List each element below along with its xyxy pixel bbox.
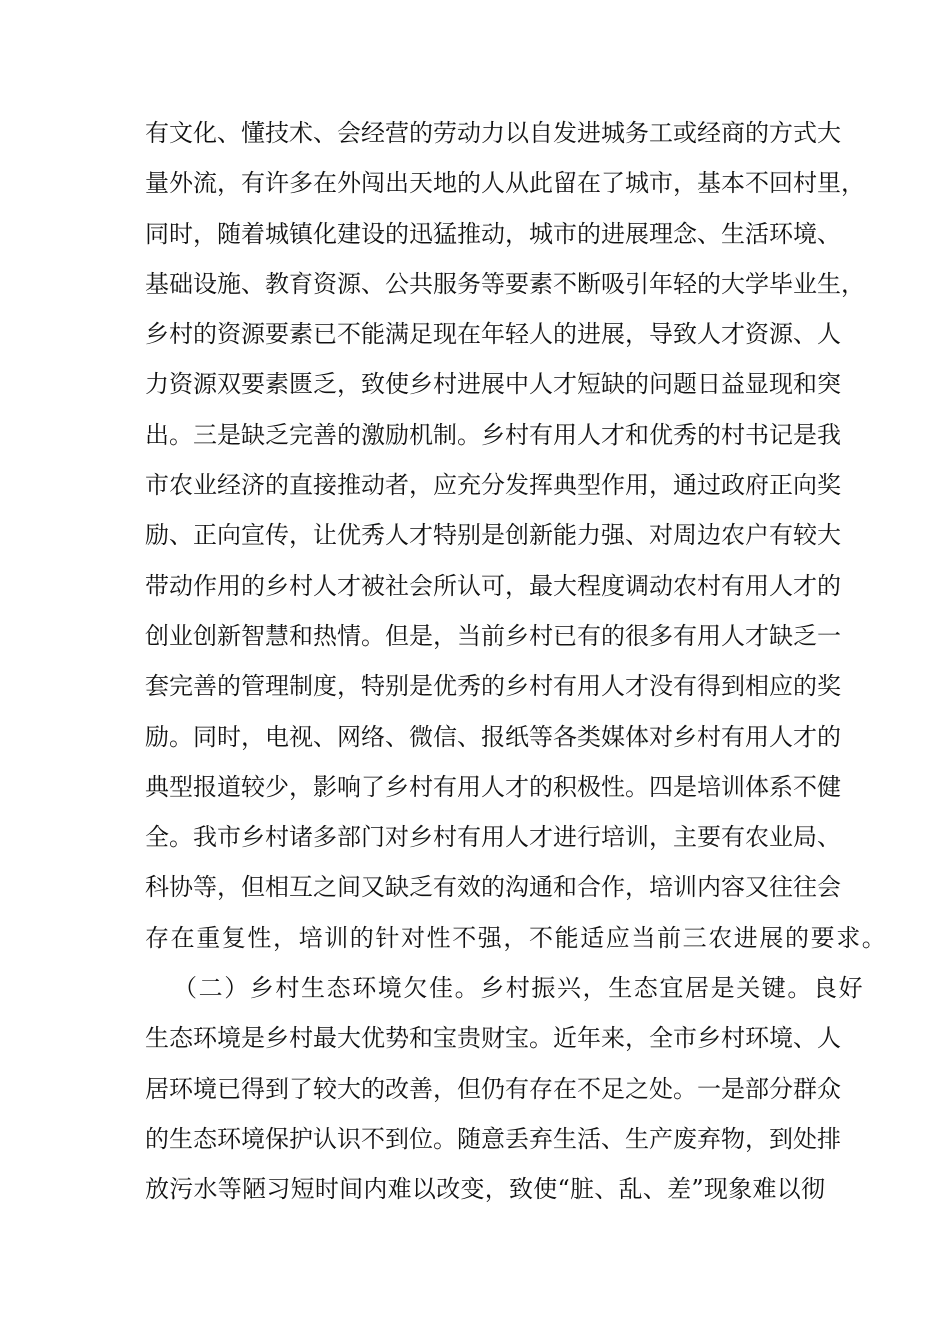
text-line: 励、正向宣传，让优秀人才特别是创新能力强、对周边农户有较大 (145, 521, 841, 550)
text-line: 乡村的资源要素已不能满足现在年轻人的进展，导致人才资源、人 (145, 320, 841, 349)
text-line: 同时，随着城镇化建设的迅猛推动，城市的进展理念、生活环境、 (145, 219, 841, 248)
text-line: 力资源双要素匮乏，致使乡村进展中人才短缺的问题日益显现和突 (145, 370, 841, 399)
text-line: 放污水等陋习短时间内难以改变，致使“脏、乱、差”现象难以彻 (145, 1175, 825, 1204)
text-line: 带动作用的乡村人才被社会所认可，最大程度调动农村有用人才的 (145, 571, 841, 600)
paragraph-end-line: 存在重复性，培训的针对性不强，不能适应当前三农进展的要求。 (145, 923, 888, 952)
text-line: 创业创新智慧和热情。但是，当前乡村已有的很多有用人才缺乏一 (145, 621, 841, 650)
body-text (145, 108, 888, 1215)
text-line: 科协等，但相互之间又缺乏有效的沟通和合作，培训内容又往往会 (145, 873, 841, 902)
text-line: 典型报道较少，影响了乡村有用人才的积极性。四是培训体系不健 (145, 772, 841, 801)
section-heading-line: （二）乡村生态环境欠佳。乡村振兴，生态宜居是关键。良好 (173, 974, 865, 1003)
text-line: 有文化、懂技术、会经营的劳动力以自发进城务工或经商的方式大 (145, 119, 841, 147)
text-line: 市农业经济的直接推动者，应充分发挥典型作用，通过政府正向奖 (145, 471, 841, 500)
text-line: 的生态环境保护认识不到位。随意丢弃生活、生产废弃物，到处排 (145, 1124, 841, 1153)
text-line: 基础设施、教育资源、公共服务等要素不断吸引年轻的大学毕业生， (145, 269, 865, 298)
text-line: 生态环境是乡村最大优势和宝贵财宝。近年来，全市乡村环境、人 (145, 1024, 841, 1053)
text-line: 励。同时，电视、网络、微信、报纸等各类媒体对乡村有用人才的 (145, 722, 841, 751)
text-line: 出。三是缺乏完善的激励机制。乡村有用人才和优秀的村书记是我 (145, 420, 841, 449)
text-line: 套完善的管理制度，特别是优秀的乡村有用人才没有得到相应的奖 (145, 672, 841, 701)
text-line: 全。我市乡村诸多部门对乡村有用人才进行培训，主要有农业局、 (145, 823, 841, 852)
text-line: 量外流，有许多在外闯出天地的人从此留在了城市，基本不回村里， (145, 169, 865, 198)
text-line: 居环境已得到了较大的改善，但仍有存在不足之处。一是部分群众 (145, 1074, 841, 1103)
